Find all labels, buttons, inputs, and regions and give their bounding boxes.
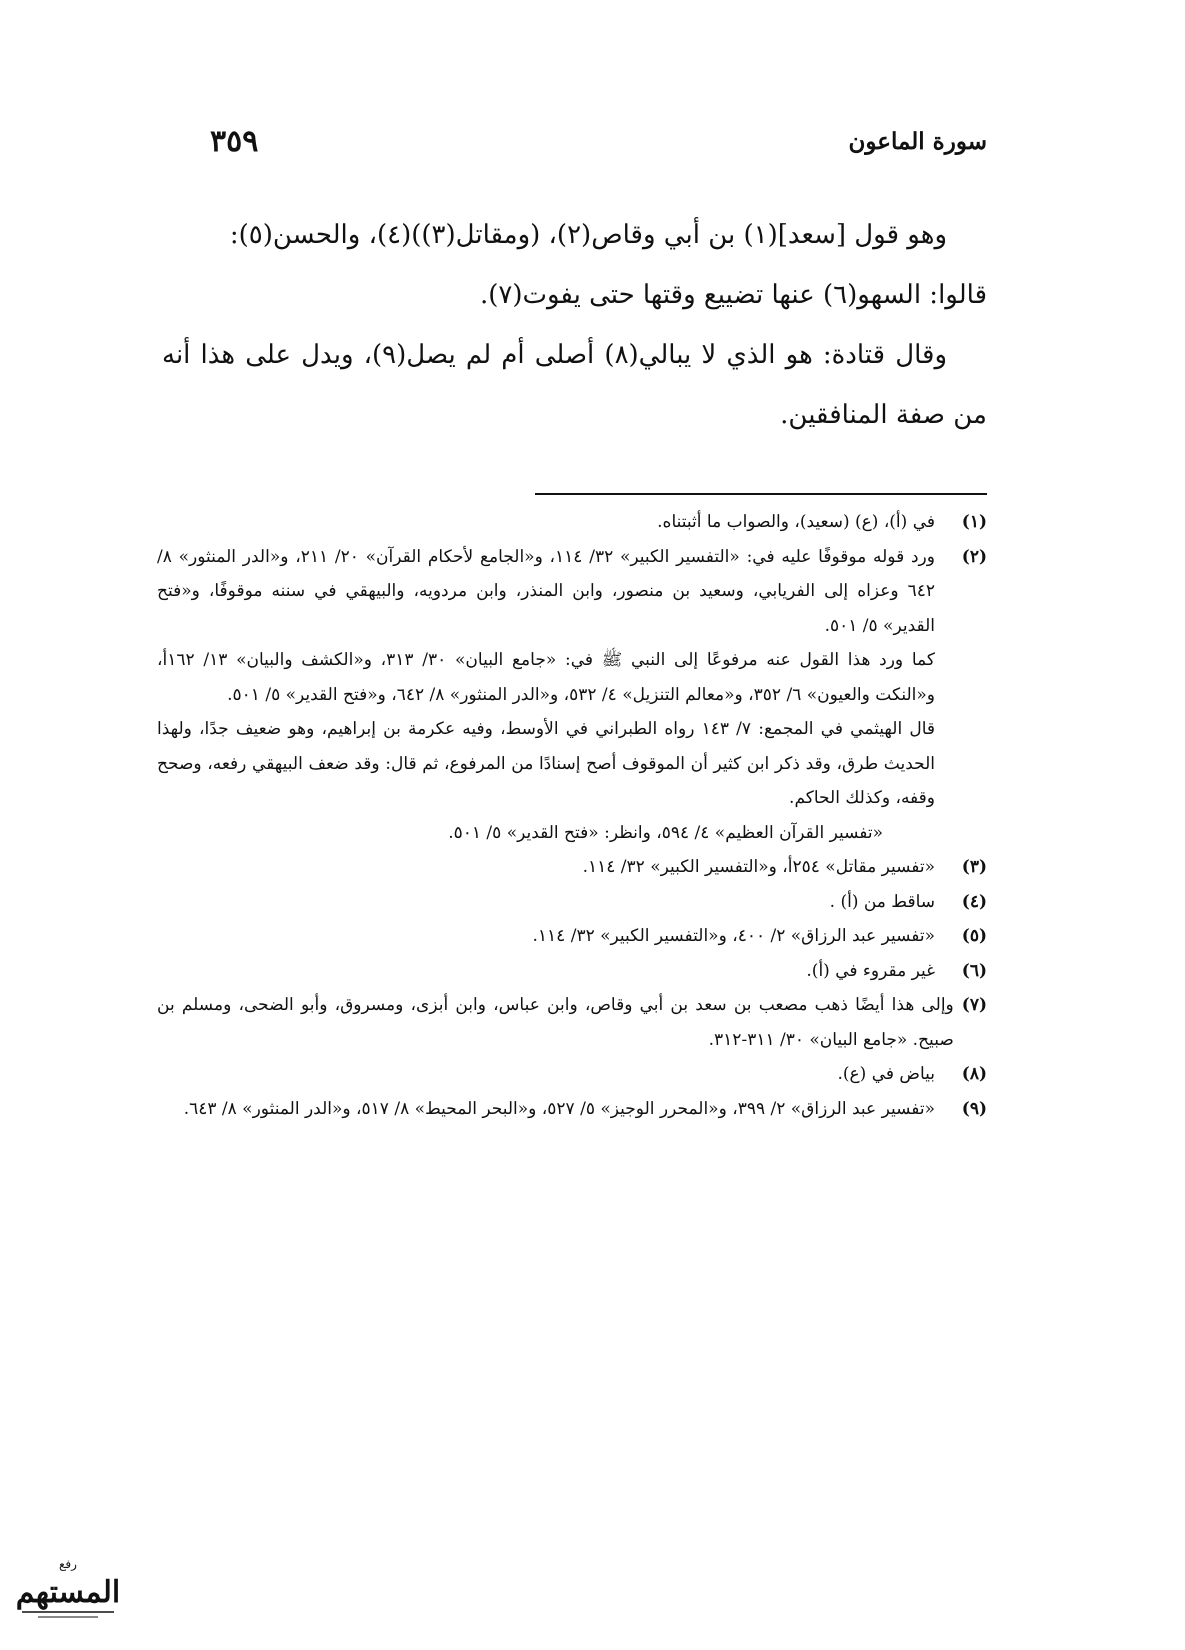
footnote-text: بياض في (ع).	[837, 1064, 935, 1084]
footnote-text: غير مقروء في (أ).	[806, 960, 935, 981]
footnote-text: ساقط من (أ) .	[829, 891, 935, 912]
footnote-2-continuation	[157, 816, 987, 851]
footnote-separator	[535, 493, 987, 495]
logo-sub-text: رفع	[59, 1557, 77, 1571]
footnote-marker: (٥)	[961, 926, 987, 946]
footnote-2	[157, 540, 987, 816]
footnote-marker: (٣)	[961, 857, 987, 877]
logo-text: المستهم	[15, 1575, 121, 1610]
footnote-marker: (٦)	[961, 960, 987, 981]
footnote-text: «تفسير عبد الرزاق» ٢/ ٣٩٩، و«المحرر الوجيز» ٥/ ٥٢٧، و«البحر المحيط» ٨/ ٥١٧، و«الدر المنثور» ٨/ ٦٤٣.	[183, 1098, 935, 1119]
publisher-logo-icon	[8, 1556, 128, 1622]
footnote-marker: (٧)	[961, 995, 987, 1015]
footnote-9	[157, 1092, 987, 1127]
footnote-marker: (٤)	[961, 891, 987, 912]
footnote-3	[157, 850, 987, 885]
footnote-text: «تفسير القرآن العظيم» ٤/ ٥٩٤، وانظر: «فتح القدير» ٥/ ٥٠١.	[448, 822, 883, 843]
footnote-marker: (٨)	[961, 1064, 987, 1084]
footnotes	[157, 505, 987, 1126]
footnote-text: في (أ)، (ع) (سعيد)، والصواب ما أثبتناه.	[657, 512, 935, 532]
footnote-text: وإلى هذا أيضًا ذهب مصعب بن سعد بن أبي وقاص، وابن عباس، وابن أبزى، ومسروق، وأبو الضحى، ومسلم بن صبيح. «جامع البيان» ٣٠/ ٣١١-٣١٢.	[157, 995, 954, 1050]
footnote-marker: (٢)	[961, 546, 987, 567]
footnote-8	[157, 1057, 987, 1092]
main-text	[162, 205, 987, 445]
footnote-text: كما ورد هذا القول عنه مرفوعًا إلى النبي ﷺ في: «جامع البيان» ٣٠/ ٣١٣، و«الكشف والبيان» ١٣/ ١٦٢أ، و«النكت والعيون» ٦/ ٣٥٢، و«معالم التنزيل» ٤/ ٥٣٢، و«الدر المنثور» ٨/ ٦٤٢، و«فتح القدير» ٥/ ٥٠١.	[157, 650, 935, 705]
main-paragraph-2: وقال قتادة: هو الذي لا يبالي(٨) أصلى أم لم يصل(٩)، ويدل على هذا أنه من صفة المنافقين.	[162, 340, 987, 430]
footnote-text: «تفسير عبد الرزاق» ٢/ ٤٠٠، و«التفسير الكبير» ٣٢/ ١١٤.	[532, 926, 935, 946]
footnote-6	[157, 954, 987, 989]
footnote-7	[157, 988, 987, 1057]
footnote-marker: (٩)	[961, 1098, 987, 1119]
running-title: سورة الماعون	[848, 128, 987, 155]
page-number: ٣٥٩	[210, 124, 259, 159]
footnote-text: «تفسير مقاتل» ٢٥٤أ، و«التفسير الكبير» ٣٢/ ١١٤.	[582, 857, 935, 877]
main-paragraph-1-line-1: وهو قول [سعد](١) بن أبي وقاص(٢)، (ومقاتل(٣))(٤)، والحسن(٥):	[229, 220, 947, 250]
footnote-5	[157, 919, 987, 954]
main-paragraph-1-line-2: قالوا: السهو(٦) عنها تضييع وقتها حتى يفوت(٧).	[479, 280, 987, 310]
footnote-1	[157, 505, 987, 540]
footnote-text: قال الهيثمي في المجمع: ٧/ ١٤٣ رواه الطبراني في الأوسط، وفيه عكرمة بن إبراهيم، وهو ضعيف جدًا، ولهذا الحديث طرق، وقد ذكر ابن كثير أن الموقوف أصح إسنادًا من المرفوع، ثم قال: وقد ضعف البيهقي رفعه، وصحح وقفه، وكذلك الحاكم.	[157, 719, 936, 808]
footnote-marker: (١)	[961, 512, 987, 532]
footnote-4	[157, 885, 987, 920]
footnote-text: ورد قوله موقوفًا عليه في: «التفسير الكبير» ٣٢/ ١١٤، و«الجامع لأحكام القرآن» ٢٠/ ٢١١، و«الدر المنثور» ٨/ ٦٤٢ وعزاه إلى الفريابي، وسعيد بن منصور، وابن المنذر، وابن مردويه، والبيهقي في سننه موقوفًا، و«فتح القدير» ٥/ ٥٠١.	[157, 546, 935, 636]
